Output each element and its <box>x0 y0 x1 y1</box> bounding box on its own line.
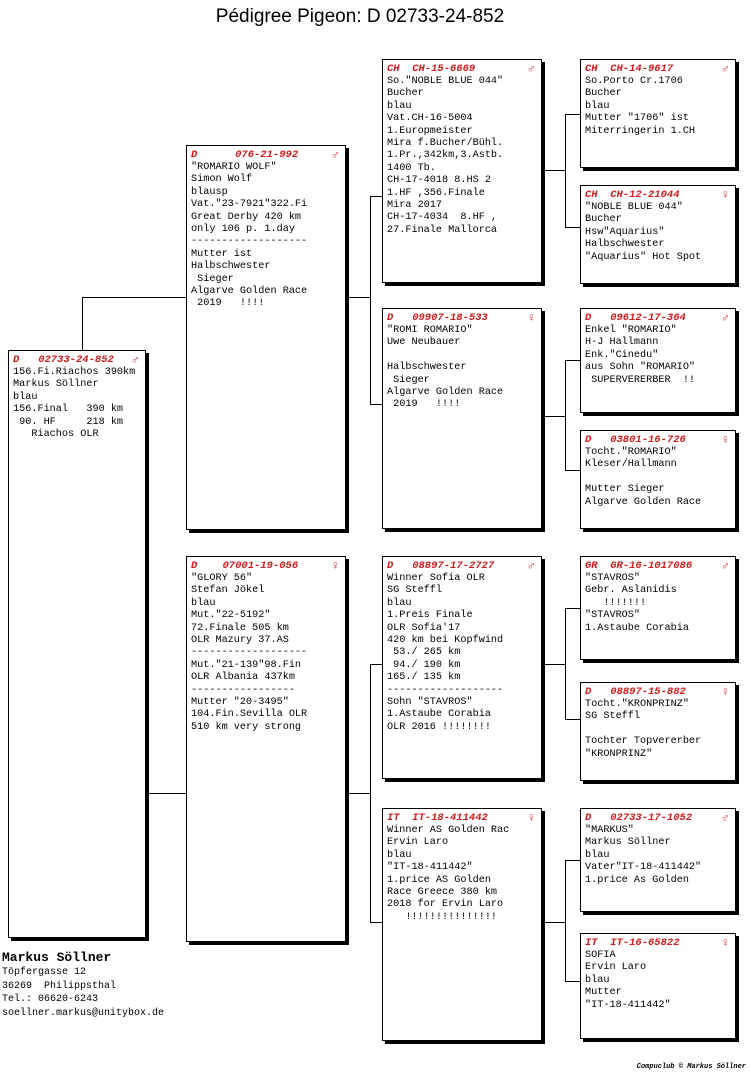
card-line: Mutter "1706" ist <box>585 113 689 125</box>
card-header <box>585 311 731 325</box>
card-line: Mira 2017 <box>387 200 443 212</box>
female-icon: ♀ <box>721 433 729 447</box>
card-line: H-J Hallmann <box>585 337 659 349</box>
card-line: Halbschwester <box>585 239 665 251</box>
card-line: Halbschwester <box>387 362 467 374</box>
connector-line <box>346 297 370 298</box>
ring-number: D 076-21-992 <box>191 149 299 161</box>
pigeon-card-dam-dam-sire <box>580 808 736 912</box>
card-line: 165./ 135 km <box>387 672 461 684</box>
page-title: Pédigree Pigeon: D 02733-24-852 <box>215 6 505 27</box>
card-header <box>387 811 537 825</box>
card-line: "STAVROS" <box>585 573 641 584</box>
breeder-line: Tel.: 06620-6243 <box>2 994 99 1005</box>
female-icon: ♀ <box>331 559 339 573</box>
card-line: "KRONPRINZ" <box>585 748 653 760</box>
breeder-name: Markus Söllner <box>2 950 112 965</box>
card-line: 1.price As Golden <box>585 874 689 886</box>
card-line: blau <box>13 391 38 403</box>
breeder-line: Töpfergasse 12 <box>2 967 87 978</box>
card-line: 90. HF 218 km <box>13 416 124 428</box>
connector-line <box>370 196 371 404</box>
card-line: So.Porto Cr.1706 <box>585 76 683 87</box>
connector-line <box>370 404 382 405</box>
card-line: 156.Fi.Riachos 390km <box>13 367 136 378</box>
ring-number: CH CH-12-21044 <box>585 189 680 201</box>
breeder-email: soellner.markus@unitybox.de <box>2 1007 165 1019</box>
pigeon-card-dam-dam <box>382 808 542 1041</box>
connector-line <box>542 922 565 923</box>
card-line: So."NOBLE BLUE 044" <box>387 76 504 87</box>
card-header <box>585 685 731 699</box>
connector-line <box>565 227 580 228</box>
card-line: Riachos OLR <box>13 429 99 441</box>
card-line: "MARKUS" <box>585 825 634 836</box>
connector-line <box>370 664 382 665</box>
connector-line <box>370 196 382 197</box>
card-line: Enk."Cinedu" <box>585 349 659 361</box>
card-line: Stefan Jökel <box>191 585 265 597</box>
pigeon-card-dam <box>186 556 346 942</box>
card-line: OLR Albania 437km <box>191 672 295 684</box>
connector-line <box>542 416 565 417</box>
pigeon-card-subject <box>8 350 146 938</box>
card-line: "ROMI ROMARIO" <box>387 325 473 336</box>
ring-number: D 03801-16-726 <box>585 434 686 446</box>
card-header <box>191 559 341 573</box>
card-line: OLR 2016 !!!!!!!! <box>387 721 491 733</box>
card-line: blau <box>387 100 412 112</box>
card-line <box>387 350 537 362</box>
card-line: 72.Finale 505 km <box>191 622 289 634</box>
card-line: Uwe Neubauer <box>387 337 461 349</box>
female-icon: ♀ <box>527 311 535 325</box>
card-line: ----------------- <box>191 684 295 696</box>
connector-line <box>346 793 370 794</box>
card-line: 1.HF ,356.Finale <box>387 187 485 199</box>
male-icon: ♂ <box>721 311 729 325</box>
card-line: Winner AS Golden Rac <box>387 825 510 836</box>
pigeon-card-sire-dam <box>382 308 542 529</box>
connector-line <box>565 114 566 227</box>
card-line: 104.Fin.Sevilla OLR <box>191 709 308 721</box>
connector-line <box>82 297 186 298</box>
card-line: blau <box>585 849 610 861</box>
card-line: Bucher <box>585 88 622 100</box>
card-header <box>585 188 731 202</box>
pigeon-card-sire-sire-dam <box>580 185 736 284</box>
card-line: "STAVROS" <box>585 610 641 622</box>
ring-number: D 02733-17-1052 <box>585 812 693 824</box>
connector-line <box>565 981 580 982</box>
card-line: 1.Pr.,342km,3.Astb. <box>387 150 504 162</box>
pigeon-card-sire-dam-sire <box>580 308 736 413</box>
card-header <box>387 62 537 76</box>
card-line: 27.Finale Mallorca <box>387 224 498 236</box>
card-line: "NOBLE BLUE 044" <box>585 202 683 213</box>
female-icon: ♀ <box>527 811 535 825</box>
ring-number: D 02733-24-852 <box>13 354 114 366</box>
card-line: Markus Söllner <box>13 379 99 391</box>
card-line: aus Sohn "ROMARIO" <box>585 362 696 374</box>
card-line: Vater"IT-18-411442" <box>585 862 702 874</box>
card-line: blau <box>191 597 216 609</box>
pigeon-card-dam-sire-sire <box>580 556 736 660</box>
card-line: Mira f.Bucher/Bühl. <box>387 138 504 150</box>
card-line: !!!!!!! <box>585 597 647 609</box>
ring-number: IT IT-16-65822 <box>585 937 680 949</box>
card-line: Mut."21-139"98.Fin <box>191 659 302 671</box>
card-header <box>585 62 731 76</box>
card-line: 1400 Tb. <box>387 162 436 174</box>
pigeon-card-sire-sire-sire <box>580 59 736 168</box>
footer-credit: Compuclub © Markus Söllner <box>636 1063 746 1071</box>
card-line: Algarve Golden Race <box>387 387 504 399</box>
card-line: SUPERVERERBER !! <box>585 374 696 386</box>
card-line: Mutter <box>585 987 622 999</box>
card-line: "IT-18-411442" <box>387 862 473 874</box>
card-line: Vat.CH-16-5004 <box>387 113 473 125</box>
card-line: Bucher <box>585 214 622 226</box>
ring-number: GR GR-16-1017086 <box>585 560 693 572</box>
card-line: Mutter Sieger <box>585 484 665 496</box>
male-icon: ♂ <box>527 559 535 573</box>
card-line: Enkel "ROMARIO" <box>585 325 677 336</box>
breeder-address <box>2 950 164 1020</box>
female-icon: ♀ <box>721 188 729 202</box>
card-line: Sieger <box>191 273 234 285</box>
card-line <box>585 724 731 736</box>
card-line: Mutter "20-3495" <box>191 697 289 709</box>
female-icon: ♀ <box>721 685 729 699</box>
card-line: Halbschwester <box>191 261 271 273</box>
pigeon-card-sire-sire <box>382 59 542 283</box>
card-line: Winner Sofia OLR <box>387 573 485 584</box>
card-line: 2019 !!!! <box>191 298 265 310</box>
card-line: Gebr. Aslanidis <box>585 585 677 597</box>
card-line <box>585 472 731 484</box>
card-header <box>585 811 731 825</box>
connector-line <box>565 360 566 470</box>
ring-number: D 08897-17-2727 <box>387 560 495 572</box>
card-line: only 106 p. 1.day <box>191 224 295 236</box>
ring-number: IT IT-18-411442 <box>387 812 488 824</box>
connector-line <box>565 360 580 361</box>
connector-line <box>565 860 580 861</box>
connector-line <box>565 608 580 609</box>
card-line: blausp <box>191 186 228 198</box>
card-line: SG Steffl <box>585 711 641 723</box>
card-line: Ervin Laro <box>585 962 647 974</box>
card-header <box>387 559 537 573</box>
connector-line <box>565 114 580 115</box>
female-icon: ♀ <box>721 936 729 950</box>
male-icon: ♂ <box>721 559 729 573</box>
male-icon: ♂ <box>721 811 729 825</box>
card-header <box>13 353 141 367</box>
card-header <box>387 311 537 325</box>
card-header <box>585 433 731 447</box>
card-header <box>585 559 731 573</box>
card-line: Vat."23-7921"322.Fi <box>191 199 308 211</box>
card-line: 2018 for Ervin Laro <box>387 899 504 911</box>
male-icon: ♂ <box>721 62 729 76</box>
card-line: Algarve Golden Race <box>585 496 702 508</box>
card-header <box>191 148 341 162</box>
ring-number: CH CH-15-6669 <box>387 63 476 75</box>
card-line: 1.price AS Golden <box>387 874 491 886</box>
card-line: Race Greece 380 km <box>387 887 498 899</box>
card-line: ------------------- <box>387 684 504 696</box>
card-line: 420 km bei Kopfwind <box>387 635 504 647</box>
card-line: "ROMARIO WOLF" <box>191 162 277 173</box>
card-line: 1.Astaube Corabia <box>585 622 689 634</box>
card-line: CH-17-4018 8.HS 2 <box>387 175 491 187</box>
male-icon: ♂ <box>131 353 139 367</box>
breeder-line: 36269 Philippsthal <box>2 980 117 992</box>
card-line: Simon Wolf <box>191 174 253 186</box>
card-line: OLR Mazury 37.AS <box>191 635 289 647</box>
card-line: blau <box>387 849 412 861</box>
card-line: 94./ 190 km <box>387 659 461 671</box>
card-line: 1.Astaube Corabia <box>387 709 491 721</box>
pigeon-card-sire <box>186 145 346 530</box>
ring-number: CH CH-14-9617 <box>585 63 674 75</box>
connector-line <box>565 608 566 719</box>
card-line: Hsw"Aquarius" <box>585 226 665 238</box>
card-header <box>585 936 731 950</box>
ring-number: D 07001-19-056 <box>191 560 299 572</box>
card-line: Mut."22-5192" <box>191 610 271 622</box>
connector-line <box>370 664 371 922</box>
card-line: 156.Final 390 km <box>13 404 124 416</box>
card-line: ------------------- <box>191 647 308 659</box>
card-line: OLR Sofia'17 <box>387 622 461 634</box>
card-line: 1.Europmeister <box>387 125 473 137</box>
card-line: ------------------- <box>191 236 308 248</box>
card-line: Tocht."ROMARIO" <box>585 447 677 458</box>
ring-number: D 09612-17-364 <box>585 312 686 324</box>
connector-line <box>542 170 565 171</box>
card-line: SOFIA <box>585 950 616 961</box>
connector-line <box>565 719 580 720</box>
card-line: Markus Söllner <box>585 837 671 849</box>
ring-number: D 08897-15-882 <box>585 686 686 698</box>
connector-line <box>565 860 566 981</box>
card-line: Sohn "STAVROS" <box>387 697 473 709</box>
pigeon-card-dam-dam-dam <box>580 933 736 1039</box>
card-line: blau <box>585 100 610 112</box>
card-line: Kleser/Hallmann <box>585 459 677 471</box>
card-line: Bucher <box>387 88 424 100</box>
card-line: Tochter Topvererber <box>585 736 702 748</box>
card-line: Sieger <box>387 374 430 386</box>
card-line: "GLORY 56" <box>191 573 253 584</box>
card-line: blau <box>585 974 610 986</box>
card-line: CH-17-4034 8.HF , <box>387 212 498 224</box>
card-line: "IT-18-411442" <box>585 999 671 1011</box>
pigeon-card-dam-sire-dam <box>580 682 736 781</box>
card-line: 510 km very strong <box>191 721 302 733</box>
card-line: Algarve Golden Race <box>191 286 308 298</box>
card-line: Mutter ist <box>191 248 253 260</box>
card-line: Tocht."KRONPRINZ" <box>585 699 689 710</box>
ring-number: D 09907-18-533 <box>387 312 488 324</box>
card-line: SG Steffl <box>387 585 443 597</box>
card-line: 2019 !!!! <box>387 399 461 411</box>
card-line: "Aquarius" Hot Spot <box>585 251 702 263</box>
male-icon: ♂ <box>331 148 339 162</box>
connector-line <box>542 664 565 665</box>
pigeon-card-dam-sire <box>382 556 542 779</box>
card-line: blau <box>387 597 412 609</box>
pigeon-card-sire-dam-dam <box>580 430 736 529</box>
card-line: !!!!!!!!!!!!!!! <box>387 911 498 923</box>
connector-line <box>370 922 382 923</box>
connector-line <box>565 470 580 471</box>
card-line: 1.Preis Finale <box>387 610 473 622</box>
card-line: Ervin Laro <box>387 837 449 849</box>
male-icon: ♂ <box>527 62 535 76</box>
card-line: Great Derby 420 km <box>191 211 302 223</box>
card-line: 53./ 265 km <box>387 647 461 659</box>
card-line: Miterringerin 1.CH <box>585 125 696 137</box>
